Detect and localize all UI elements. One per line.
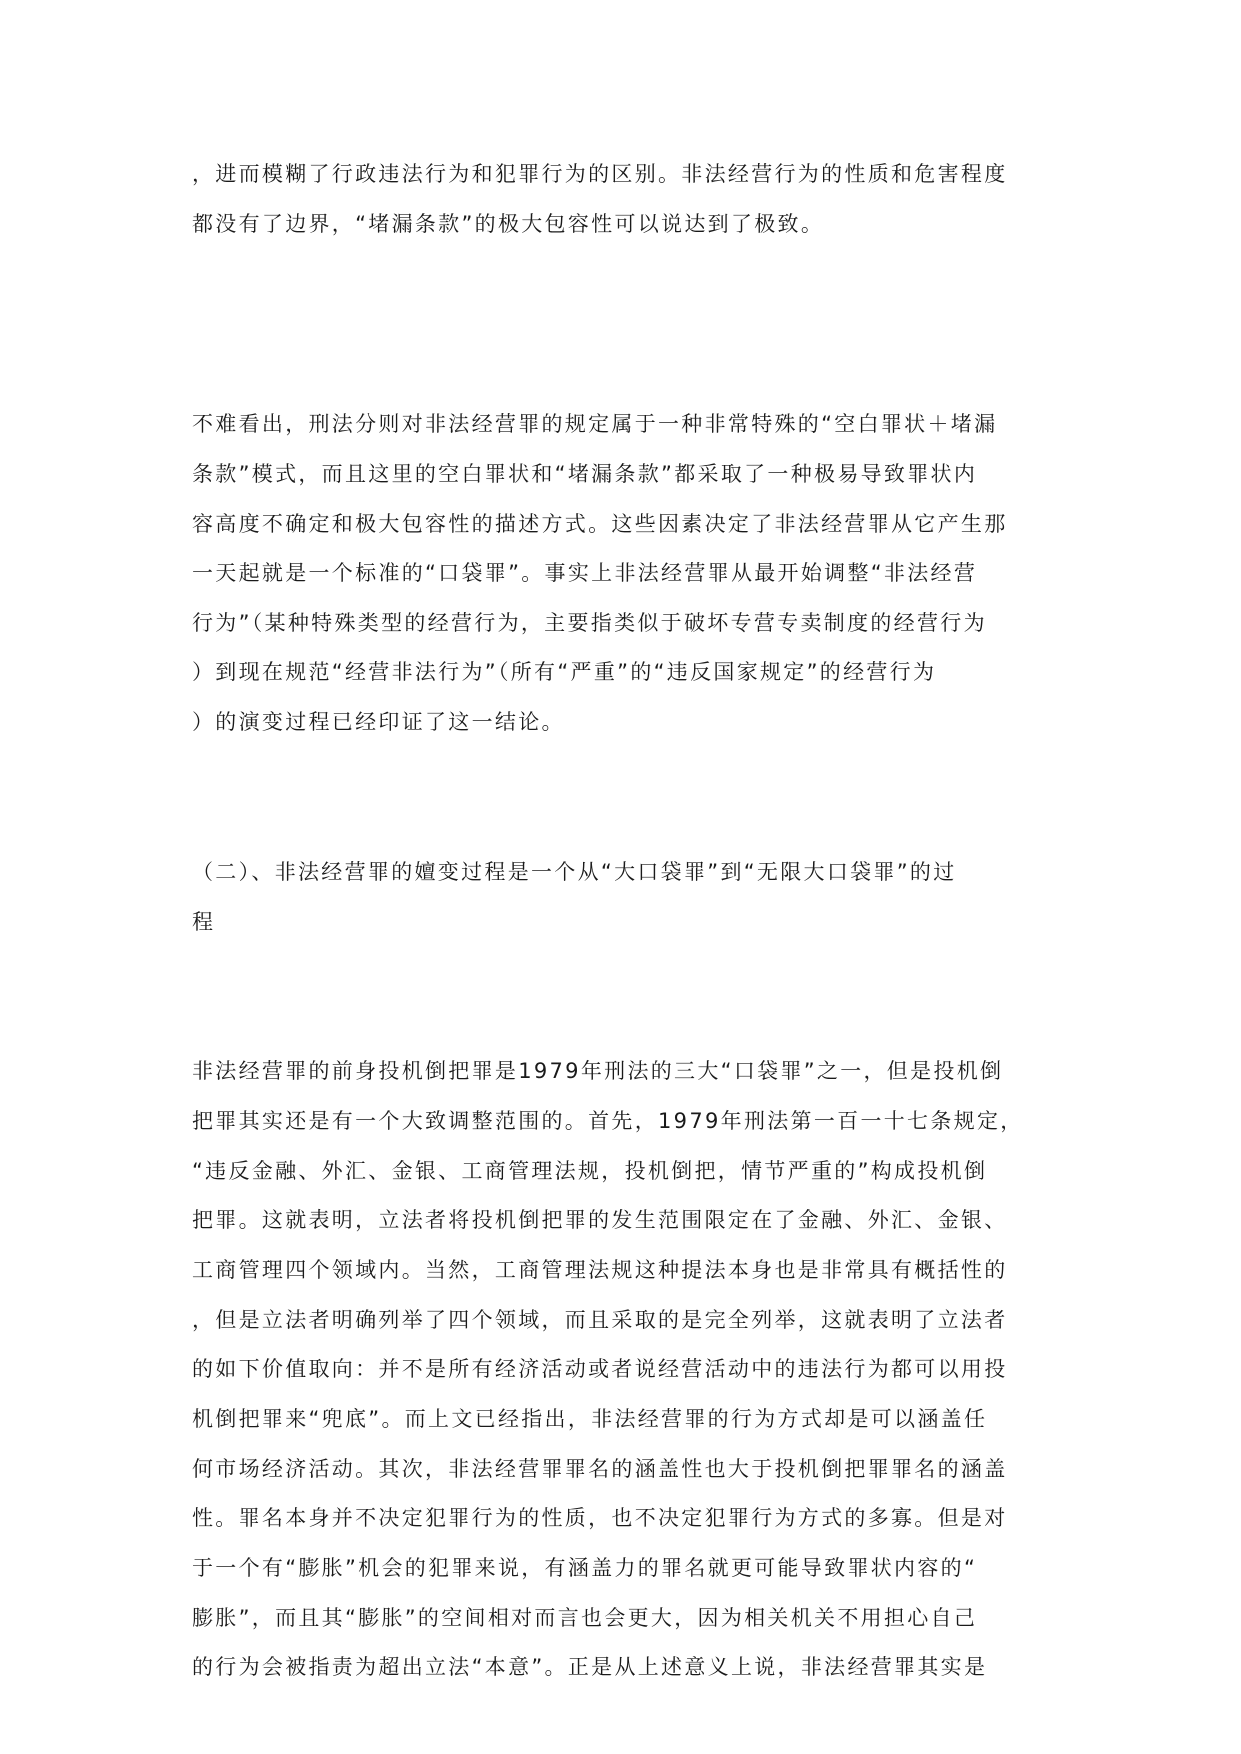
text-line: “违反金融、外汇、金银、工商管理法规，投机倒把，情节严重的”构成投机倒 — [192, 1159, 988, 1183]
text-line: 把罪其实还是有一个大致调整范围的。首先，1979年刑法第一百一十七条规定， — [192, 1109, 1024, 1133]
text-line: 不难看出，刑法分则对非法经营罪的规定属于一种非常特殊的“空白罪状＋堵漏 — [192, 412, 998, 436]
text-line: 行为”（某种特殊类型的经营行为，主要指类似于破坏专营专卖制度的经营行为 — [192, 611, 987, 635]
text-line: 都没有了边界，“堵漏条款”的极大包容性可以说达到了极致。 — [192, 212, 825, 236]
text-line: ，进而模糊了行政违法行为和犯罪行为的区别。非法经营行为的性质和危害程度 — [192, 162, 1008, 186]
text-line: 条款”模式，而且这里的空白罪状和“堵漏条款”都采取了一种极易导致罪状内 — [192, 462, 978, 486]
text-line: 把罪。这就表明，立法者将投机倒把罪的发生范围限定在了金融、外汇、金银、 — [192, 1208, 1008, 1232]
text-line: 膨胀”，而且其“膨胀”的空间相对而言也会更大，因为相关机关不用担心自己 — [192, 1606, 978, 1630]
text-line: 性。罪名本身并不决定犯罪行为的性质，也不决定犯罪行为方式的多寡。但是对 — [192, 1506, 1008, 1530]
text-line: 机倒把罪来“兜底”。而上文已经指出，非法经营罪的行为方式却是可以涵盖任 — [192, 1407, 988, 1431]
text-line: 工商管理四个领域内。当然，工商管理法规这种提法本身也是非常具有概括性的 — [192, 1258, 1008, 1282]
text-line: （二）、非法经营罪的嬗变过程是一个从“大口袋罪”到“无限大口袋罪”的过 — [192, 860, 957, 884]
text-line: ，但是立法者明确列举了四个领域，而且采取的是完全列举，这就表明了立法者 — [192, 1308, 1008, 1332]
text-line: ）到现在规范“经营非法行为”（所有“严重”的“违反国家规定”的经营行为 — [192, 660, 937, 684]
text-line: 一天起就是一个标准的“口袋罪”。事实上非法经营罪从最开始调整“非法经营 — [192, 561, 978, 585]
text-line: 程 — [192, 910, 216, 934]
text-line: ）的演变过程已经印证了这一结论。 — [192, 710, 565, 734]
text-line: 容高度不确定和极大包容性的描述方式。这些因素决定了非法经营罪从它产生那 — [192, 512, 1008, 536]
text-line: 的行为会被指责为超出立法“本意”。正是从上述意义上说，非法经营罪其实是 — [192, 1655, 988, 1679]
text-line: 于一个有“膨胀”机会的犯罪来说，有涵盖力的罪名就更可能导致罪状内容的“ — [192, 1556, 978, 1580]
text-line: 何市场经济活动。其次，非法经营罪罪名的涵盖性也大于投机倒把罪罪名的涵盖 — [192, 1457, 1008, 1481]
text-line: 非法经营罪的前身投机倒把罪是1979年刑法的三大“口袋罪”之一，但是投机倒 — [192, 1059, 1004, 1083]
text-line: 的如下价值取向：并不是所有经济活动或者说经营活动中的违法行为都可以用投 — [192, 1357, 1008, 1381]
